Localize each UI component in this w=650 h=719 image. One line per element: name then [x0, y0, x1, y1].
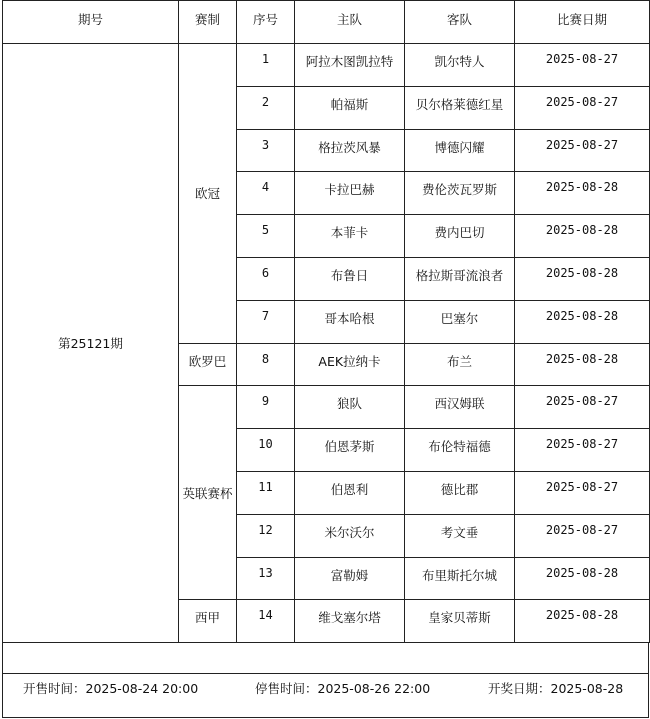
- match-number: 11: [237, 471, 295, 514]
- home-team: 伯恩茅斯: [295, 429, 405, 472]
- match-number: 9: [237, 386, 295, 429]
- away-team: 凯尔特人: [405, 44, 515, 87]
- away-team: 西汉姆联: [405, 386, 515, 429]
- footer: [2, 673, 649, 718]
- match-date: 2025-08-28: [515, 557, 650, 600]
- match-date: 2025-08-27: [515, 44, 650, 87]
- home-team: 阿拉木图凯拉特: [295, 44, 405, 87]
- match-number: 3: [237, 129, 295, 172]
- match-date: 2025-08-27: [515, 429, 650, 472]
- header-date: 比赛日期: [515, 1, 650, 44]
- header-competition: 赛制: [179, 1, 237, 44]
- match-number: 10: [237, 429, 295, 472]
- away-team: 德比郡: [405, 471, 515, 514]
- match-date: 2025-08-27: [515, 471, 650, 514]
- away-team: 巴塞尔: [405, 300, 515, 343]
- home-team: 维戈塞尔塔: [295, 600, 405, 643]
- match-date: 2025-08-27: [515, 129, 650, 172]
- home-team: 哥本哈根: [295, 300, 405, 343]
- away-team: 皇家贝蒂斯: [405, 600, 515, 643]
- away-team: 格拉斯哥流浪者: [405, 257, 515, 300]
- match-number: 8: [237, 343, 295, 386]
- away-team: 费伦茨瓦罗斯: [405, 172, 515, 215]
- home-team: 卡拉巴赫: [295, 172, 405, 215]
- match-date: 2025-08-28: [515, 215, 650, 258]
- sale-stop-time: 停售时间：2025-08-26 22:00: [255, 681, 431, 696]
- match-number: 2: [237, 86, 295, 129]
- home-team: 本菲卡: [295, 215, 405, 258]
- away-team: 布里斯托尔城: [405, 557, 515, 600]
- competition-cell: 西甲: [179, 600, 237, 643]
- match-date: 2025-08-28: [515, 343, 650, 386]
- away-team: 布伦特福德: [405, 429, 515, 472]
- home-team: 米尔沃尔: [295, 514, 405, 557]
- match-date: 2025-08-27: [515, 86, 650, 129]
- empty-row: [2, 643, 649, 674]
- away-team: 考文垂: [405, 514, 515, 557]
- match-number: 14: [237, 600, 295, 643]
- home-team: 富勒姆: [295, 557, 405, 600]
- home-team: 狼队: [295, 386, 405, 429]
- home-team: 帕福斯: [295, 86, 405, 129]
- away-team: 布兰: [405, 343, 515, 386]
- match-number: 6: [237, 257, 295, 300]
- sale-start-time: 开售时间：2025-08-24 20:00: [23, 681, 199, 696]
- match-number: 5: [237, 215, 295, 258]
- match-date: 2025-08-28: [515, 600, 650, 643]
- header-away: 客队: [405, 1, 515, 44]
- table-row: [3, 44, 650, 87]
- home-team: 伯恩利: [295, 471, 405, 514]
- away-team: 贝尔格莱德红星: [405, 86, 515, 129]
- header-home: 主队: [295, 1, 405, 44]
- match-number: 7: [237, 300, 295, 343]
- competition-cell: 英联赛杯: [179, 386, 237, 600]
- home-team: 布鲁日: [295, 257, 405, 300]
- match-date: 2025-08-28: [515, 300, 650, 343]
- match-table: [2, 0, 650, 643]
- header-row: [3, 1, 650, 44]
- issue-cell: 第25121期: [3, 44, 179, 643]
- away-team: 博德闪耀: [405, 129, 515, 172]
- match-date: 2025-08-28: [515, 257, 650, 300]
- away-team: 费内巴切: [405, 215, 515, 258]
- draw-date: 开奖日期：2025-08-28: [488, 681, 624, 696]
- match-number: 1: [237, 44, 295, 87]
- home-team: 格拉茨风暴: [295, 129, 405, 172]
- header-number: 序号: [237, 1, 295, 44]
- home-team: AEK拉纳卡: [295, 343, 405, 386]
- competition-cell: 欧冠: [179, 44, 237, 344]
- header-issue: 期号: [3, 1, 179, 44]
- match-date: 2025-08-28: [515, 172, 650, 215]
- match-date: 2025-08-27: [515, 386, 650, 429]
- competition-cell: 欧罗巴: [179, 343, 237, 386]
- match-number: 12: [237, 514, 295, 557]
- match-date: 2025-08-27: [515, 514, 650, 557]
- match-number: 13: [237, 557, 295, 600]
- match-number: 4: [237, 172, 295, 215]
